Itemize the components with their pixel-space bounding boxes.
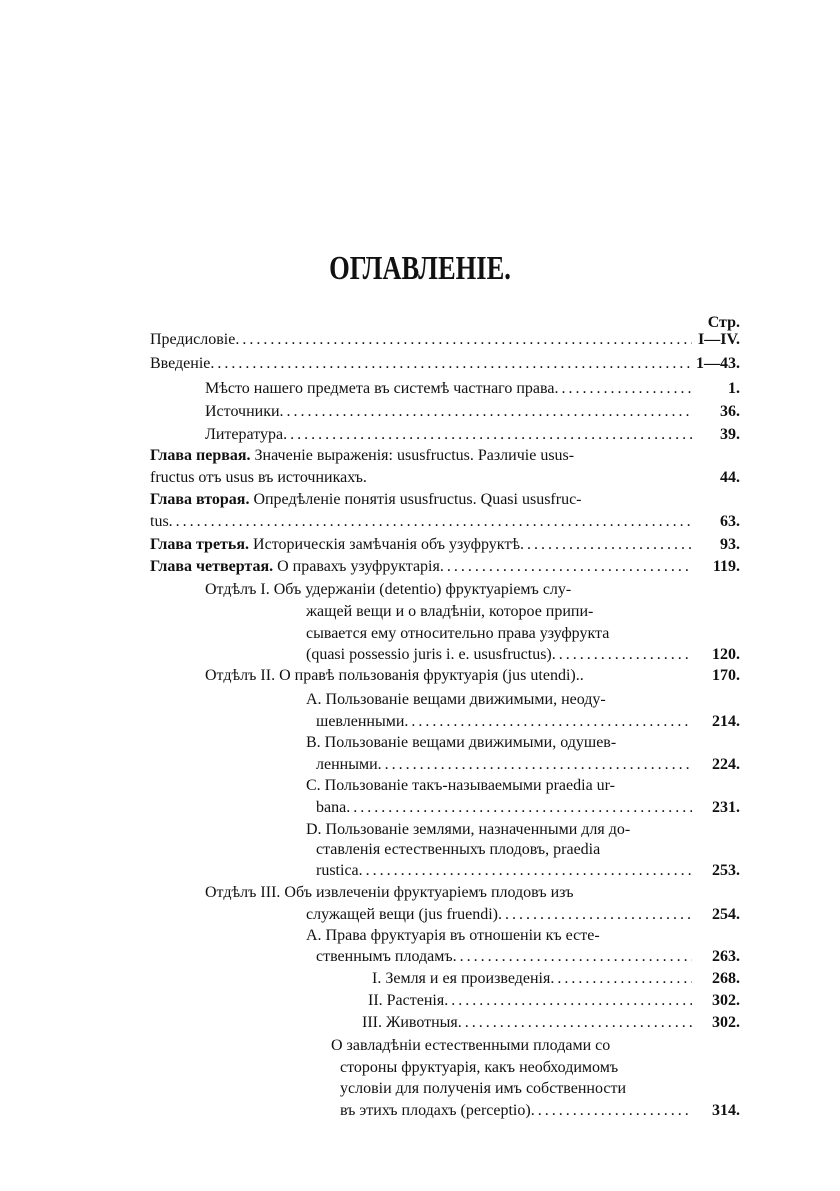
toc-entry: I. Земля и ея произведенія ..... 268. [372, 969, 740, 989]
toc-entry: (quasi possessio juris i. e. ususfructus) ..... 120. [306, 645, 740, 665]
toc-entry: bana ..... 231. [316, 798, 740, 818]
toc-entry: D. Пользованіе землями, назначенными для до- [306, 821, 631, 838]
toc-entry: tus ..... 63. [150, 512, 740, 532]
toc-entry: Предисловіе ..... I—IV. [150, 330, 740, 350]
toc-entry: сывается ему относительно права узуфрукта [306, 625, 610, 642]
toc-entry: Глава первая. Значеніе выраженія: ususfructus. Различіе usus- [150, 447, 575, 464]
toc-entry: III. Животныя ..... 302. [362, 1013, 740, 1033]
toc-entry: ставленія естественныхъ плодовъ, praedia [316, 841, 601, 858]
toc-entry: ленными ..... 224. [316, 755, 740, 775]
toc-entry: Глава четвертая. О правахъ узуфруктарія ..... 119. [150, 557, 740, 577]
toc-entry: Источники ..... 36. [205, 402, 740, 422]
toc-entry: служащей вещи (jus fruendi) ..... 254. [306, 905, 740, 925]
toc-entry: жащей вещи и о владѣніи, которое припи- [306, 603, 594, 620]
toc-entry: Глава вторая. Опредѣленіе понятія ususfructus. Quasi ususfruc- [150, 491, 582, 508]
toc-entry: C. Пользованіе такъ-называемыми praedia ur- [306, 777, 615, 794]
toc-entry: Глава третья. Историческія замѣчанія объ узуфруктѣ ..... 93. [150, 535, 740, 555]
toc-entry: О завладѣніи естественными плодами со [331, 1037, 611, 1054]
toc-entry: Введеніе ..... 1—43. [150, 354, 740, 374]
toc-entry: стороны фруктуарія, какъ необходимомъ [340, 1059, 619, 1076]
toc-entry: fructus отъ usus въ источникахъ. 44. [150, 469, 740, 486]
page-column-header: Стр. [707, 314, 740, 331]
toc-entry: въ этихъ плодахъ (perceptio) ..... 314. [340, 1101, 740, 1121]
page-title: ОГЛАВЛЕНІЕ. [329, 250, 511, 287]
toc-entry: Литература ..... 39. [205, 425, 740, 445]
toc-entry: B. Пользованіе вещами движимыми, одушев- [306, 734, 617, 751]
toc-entry: A. Права фруктуарія въ отношеніи къ есте- [306, 927, 600, 944]
toc-entry: шевленными ..... 214. [316, 712, 740, 732]
toc-entry: II. Растенія ..... 302. [368, 991, 740, 1011]
toc-entry: ственнымъ плодамъ ..... 263. [316, 947, 740, 967]
toc-entry: Отдѣлъ II. О правѣ пользованія фруктуарія (jus utendi).. 170. [205, 667, 740, 684]
toc-entry: Отдѣлъ III. Объ извлеченіи фруктуаріемъ плодовъ изъ [205, 884, 574, 901]
toc-entry: условіи для полученія имъ собственности [340, 1080, 627, 1097]
toc-entry: A. Пользованіе вещами движимыми, неоду- [306, 691, 606, 708]
toc-entry: Мѣсто нашего предмета въ системѣ частнаго права ..... 1. [205, 379, 740, 399]
toc-entry: Отдѣлъ I. Объ удержаніи (detentio) фруктуаріемъ слу- [205, 581, 572, 598]
toc-entry: rustica ..... 253. [316, 861, 740, 881]
